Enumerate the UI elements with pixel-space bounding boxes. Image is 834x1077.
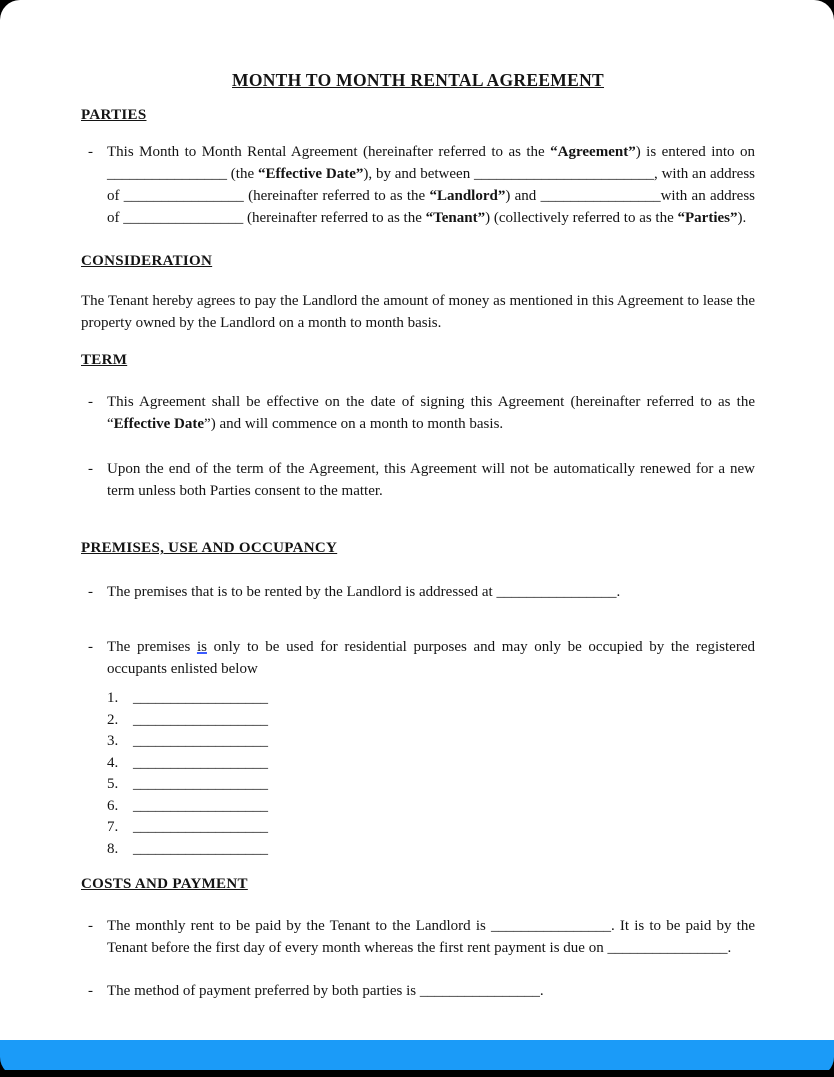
occupant-blank-line: __________________ — [133, 840, 268, 857]
occupant-row — [107, 688, 755, 710]
section-heading-term: TERM — [81, 352, 128, 368]
occupant-number: 3. — [107, 733, 119, 749]
occupant-number: 8. — [107, 840, 119, 857]
term-paragraph-1: This Agreement shall be effective on the date of signing this Agreement (hereinafter referred to as the “Effective Date”) and will commence on a month to month basis. — [107, 394, 755, 432]
section-heading-costs: COSTS AND PAYMENT — [81, 876, 248, 892]
costs-paragraph-2: The method of payment preferred by both parties is ________________. — [107, 983, 544, 999]
costs-paragraph-1: The monthly rent to be paid by the Tenant to the Landlord is ________________. It is to be paid by the Tenant before the first day of every month whereas the first rent payment is due on ________________. — [107, 918, 755, 956]
dash-bullet: - — [88, 584, 93, 600]
occupant-row — [107, 753, 755, 775]
occupant-row — [107, 731, 755, 753]
occupant-row — [107, 774, 755, 796]
bottom-scrollbar[interactable] — [0, 1040, 834, 1070]
occupant-blank-line: __________________ — [133, 754, 268, 771]
occupant-row — [107, 839, 755, 861]
occupant-blank-line: __________________ — [133, 797, 268, 814]
premises-paragraph-1: The premises that is to be rented by the Landlord is addressed at ________________. — [107, 584, 621, 600]
occupant-row — [107, 796, 755, 818]
section-heading-premises: PREMISES, USE AND OCCUPANCY — [81, 540, 338, 556]
occupant-number: 1. — [107, 690, 119, 706]
document-title: MONTH TO MONTH RENTAL AGREEMENT — [232, 70, 604, 90]
dash-bullet: - — [88, 394, 93, 410]
premises-list-item — [81, 581, 755, 603]
occupant-number: 2. — [107, 711, 119, 728]
occupants-list — [107, 688, 755, 860]
occupant-blank-line: __________________ — [133, 690, 268, 706]
occupant-blank-line: __________________ — [133, 819, 268, 835]
consideration-paragraph: The Tenant hereby agrees to pay the Landlord the amount of money as mentioned in this Agreement to lease the property owned by the Landlord on a month to month basis. — [81, 293, 755, 331]
dash-bullet: - — [88, 461, 93, 477]
occupant-number: 6. — [107, 797, 119, 814]
occupant-number: 5. — [107, 776, 119, 792]
occupant-blank-line: __________________ — [133, 776, 268, 792]
occupant-blank-line: __________________ — [133, 711, 268, 728]
term-list-item — [81, 391, 755, 435]
occupant-row — [107, 710, 755, 732]
premises-list-item — [81, 636, 755, 680]
costs-list-item — [81, 915, 755, 959]
dash-bullet: - — [88, 983, 93, 999]
term-paragraph-2: Upon the end of the term of the Agreement, this Agreement will not be automatically renewed for a new term unless both Parties consent to the matter. — [107, 461, 755, 499]
section-heading-parties: PARTIES — [81, 107, 147, 123]
occupant-number: 4. — [107, 754, 119, 771]
parties-list-item — [81, 141, 755, 229]
term-list-item — [81, 458, 755, 502]
dash-bullet: - — [88, 639, 93, 655]
occupant-number: 7. — [107, 819, 119, 835]
dash-bullet: - — [88, 144, 93, 160]
dash-bullet: - — [88, 918, 93, 934]
premises-paragraph-2: The premises is only to be used for residential purposes and may only be occupied by the registered occupants enlisted below — [107, 639, 755, 677]
parties-paragraph: This Month to Month Rental Agreement (hereinafter referred to as the “Agreement”) is entered into on ________________ (the “Effective Date”), by and between ________________________, with an address of ________________ (hereinafter referred to as the “Landlord”) and ________________with an address of ________________ (hereinafter referred to as the “Tenant”) (collectively referred to as the “Parties”). — [107, 144, 756, 226]
section-heading-consideration: CONSIDERATION — [81, 253, 213, 269]
occupant-row — [107, 817, 755, 839]
costs-list-item — [81, 980, 755, 1002]
occupant-blank-line: __________________ — [133, 733, 268, 749]
